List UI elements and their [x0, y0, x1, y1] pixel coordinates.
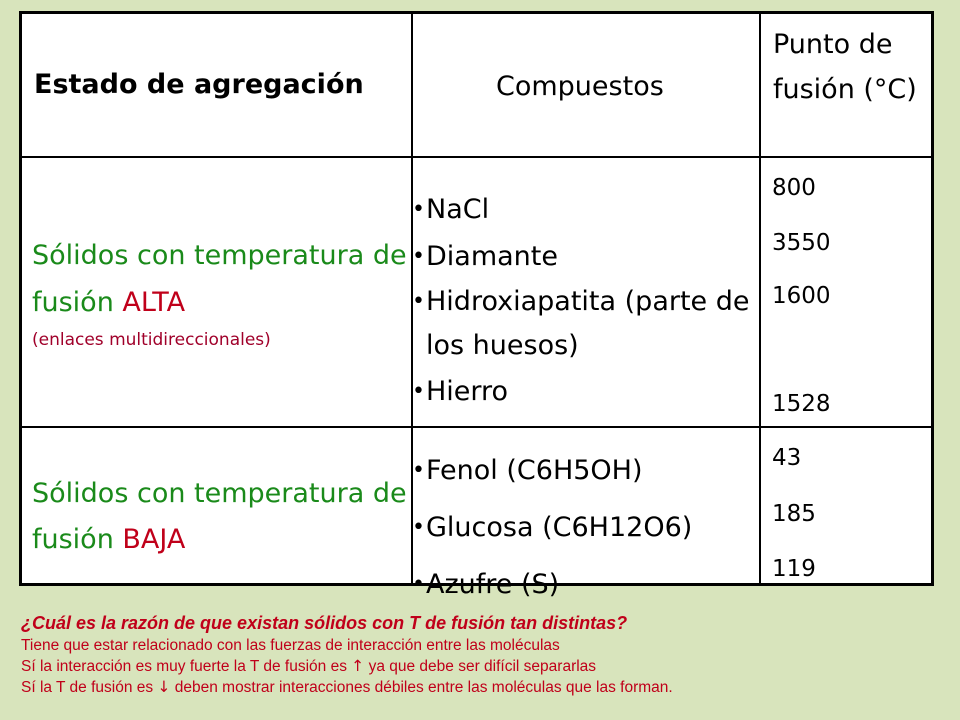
footer-line-3-text-end: deben mostrar interacciones débiles entre las moléculas que las forman.: [170, 679, 673, 696]
list-item: • Fenol (C6H5OH): [412, 442, 757, 499]
down-arrow-icon: ↓: [157, 678, 171, 696]
column-divider: [759, 14, 761, 583]
row-high-state-note: (enlaces multidireccionales): [32, 330, 271, 350]
footer-line-2-text-end: ya que debe ser difícil separarlas: [364, 658, 597, 675]
melting-point-table: [19, 11, 934, 600]
list-item: • Diamante: [412, 233, 757, 280]
footer-line-3-text: Sí la T de fusión es: [21, 679, 158, 696]
melting-value: 43: [772, 445, 802, 471]
footer-notes: [21, 611, 951, 698]
row-high-state: [32, 232, 412, 326]
list-item: • Hidroxiapatita (parte de los huesos): [412, 280, 757, 368]
row-low-state-level: BAJA: [122, 524, 186, 555]
row-divider: [22, 156, 931, 158]
footer-line-3: [21, 677, 951, 698]
list-item: • NaCl: [412, 186, 757, 233]
list-item: • Glucosa (C6H12O6): [412, 499, 757, 556]
row-low-state: [32, 471, 412, 563]
row-high-state-prefix: Sólidos con temperatura de fusión: [32, 240, 407, 318]
melting-value: 1600: [772, 283, 831, 309]
melting-value: 800: [772, 175, 816, 201]
melting-value: 119: [772, 556, 816, 582]
header-state: Estado de agregación: [34, 69, 364, 100]
row-low-state-prefix: Sólidos con temperatura de fusión: [32, 478, 407, 555]
footer-question: ¿Cuál es la razón de que existan sólidos con T de fusión tan distintas?: [21, 613, 628, 633]
melting-value: 1528: [772, 391, 831, 417]
melting-value: 3550: [772, 230, 831, 256]
header-compounds: Compuestos: [496, 71, 664, 102]
list-item: • Hierro: [412, 368, 757, 415]
footer-line-2-text: Sí la interacción es muy fuerte la T de fusión es: [21, 658, 352, 675]
row-low-compounds: [412, 442, 757, 613]
header-melting-point: Punto de fusión (°C): [773, 29, 917, 105]
row-divider: [22, 426, 931, 428]
footer-line-1: Tiene que estar relacionado con las fuerzas de interacción entre las moléculas: [21, 637, 560, 654]
row-high-state-level: ALTA: [122, 287, 186, 318]
list-item: • Azufre (S): [412, 556, 757, 613]
footer-line-2: [21, 656, 951, 677]
row-high-compounds: [412, 186, 757, 415]
melting-value: 185: [772, 501, 816, 527]
up-arrow-icon: ↑: [351, 657, 365, 675]
